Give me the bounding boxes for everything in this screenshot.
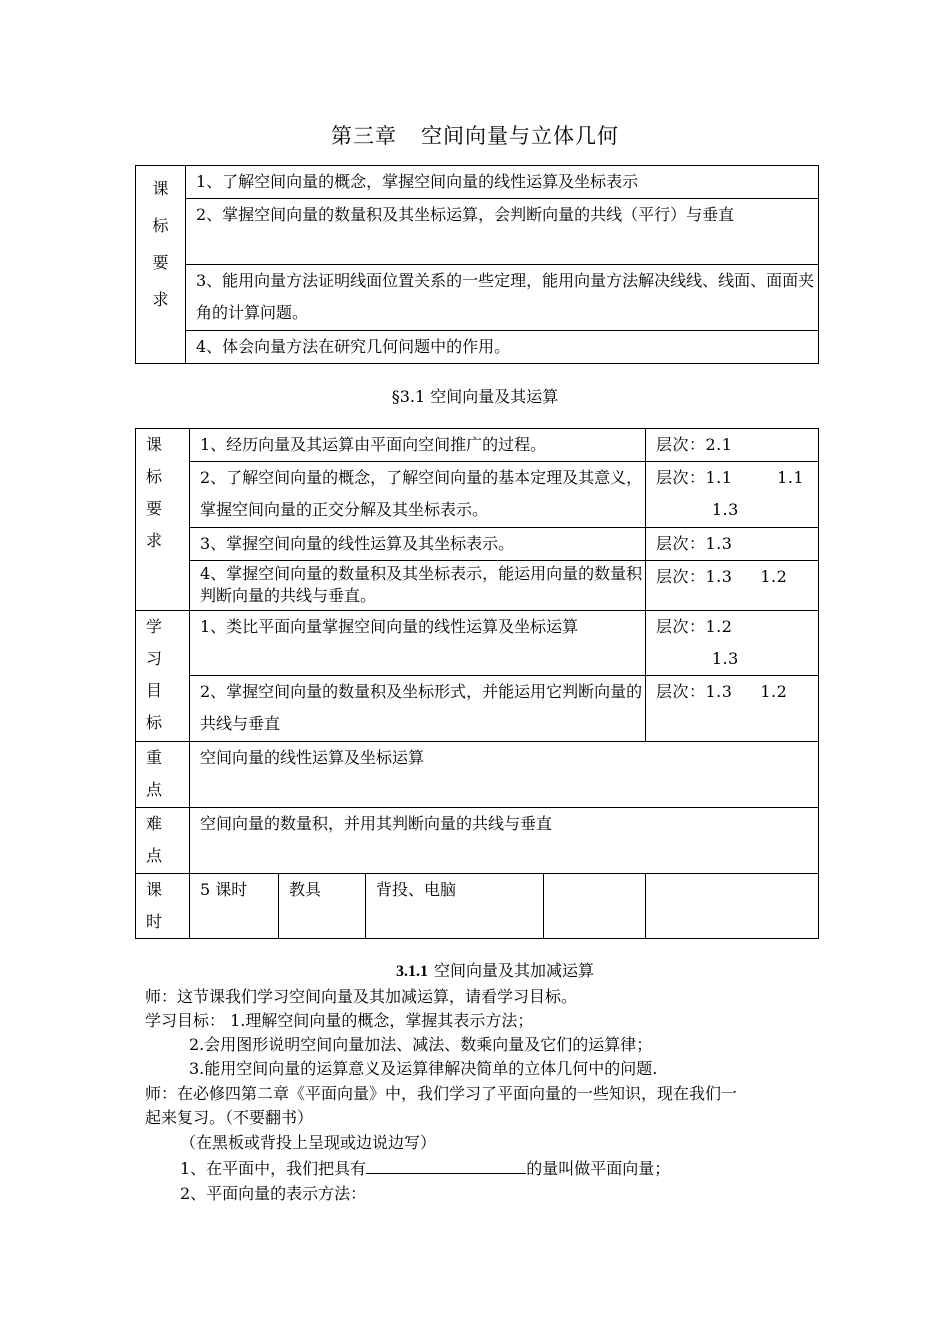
key-header bbox=[136, 742, 190, 808]
chapter-standards-table bbox=[135, 165, 819, 364]
section-title: §3.1 空间向量及其运算 bbox=[391, 387, 559, 406]
lesson-line: 2、平面向量的表示方法： bbox=[180, 1184, 367, 1203]
lesson-number: 3.1.1 bbox=[395, 963, 428, 980]
key-point: 空间向量的线性运算及坐标运算 bbox=[190, 742, 819, 808]
level-cell: 层次：1.3 bbox=[646, 528, 819, 561]
standard-row: 1、了解空间向量的概念，掌握空间向量的线性运算及坐标表示 bbox=[186, 166, 819, 199]
header-char: 课 bbox=[146, 880, 163, 899]
level-cell: 层次：1.1 1.1 1.3 bbox=[646, 462, 819, 528]
fill-blank[interactable] bbox=[366, 1159, 526, 1174]
lesson-line: 学习目标： 1.理解空间向量的概念，掌握其表示方法； bbox=[145, 1011, 534, 1030]
curriculum-header bbox=[136, 429, 190, 611]
header-char: 难 bbox=[146, 814, 163, 833]
difficulty-header bbox=[136, 808, 190, 874]
empty-cell bbox=[544, 874, 646, 939]
header-char: 时 bbox=[146, 912, 163, 931]
lesson-heading bbox=[0, 958, 950, 981]
chapter-subtitle: 空间向量与立体几何 bbox=[421, 124, 619, 148]
goal-row: 2、掌握空间向量的数量积及坐标形式，并能运用它判断向量的共线与垂直 bbox=[190, 676, 646, 742]
header-char: 标 bbox=[146, 467, 163, 486]
chapter-number: 第三章 bbox=[331, 124, 397, 148]
lesson-line: 3.能用空间向量的运算意义及运算律解决简单的立体几何中的问题. bbox=[189, 1059, 658, 1078]
standard-row: 3、能用向量方法证明线面位置关系的一些定理，能用向量方法解决线线、线面、面面夹角的计算问题。 bbox=[186, 265, 819, 331]
curriculum-row: 1、经历向量及其运算由平面向空间推广的过程。 bbox=[190, 429, 646, 462]
header-char: 目 bbox=[146, 681, 163, 700]
curriculum-row: 2、了解空间向量的概念，了解空间向量的基本定理及其意义，掌握空间向量的正交分解及其坐标表示。 bbox=[190, 462, 646, 528]
header-char: 标 bbox=[152, 216, 169, 235]
tools-label: 教具 bbox=[279, 874, 366, 939]
standard-row: 2、掌握空间向量的数量积及其坐标运算，会判断向量的共线（平行）与垂直 bbox=[186, 199, 819, 265]
level-cell: 层次：2.1 bbox=[646, 429, 819, 462]
header-char: 学 bbox=[146, 617, 163, 636]
hours-value: 5 课时 bbox=[190, 874, 279, 939]
lesson-title: 空间向量及其加减运算 bbox=[433, 961, 594, 980]
level-cell: 层次：1.2 1.3 bbox=[646, 611, 819, 676]
header-char: 求 bbox=[152, 290, 169, 309]
header-char: 习 bbox=[146, 649, 163, 668]
level-cell: 层次：1.3 1.2 bbox=[646, 676, 819, 742]
lesson-line: 师：这节课我们学习空间向量及其加减运算，请看学习目标。 bbox=[145, 987, 578, 1006]
fill-suffix: 的量叫做平面向量； bbox=[526, 1159, 671, 1178]
empty-cell bbox=[646, 874, 819, 939]
header-char: 标 bbox=[146, 713, 163, 732]
lesson-line: 师：在必修四第二章《平面向量》中，我们学习了平面向量的一些知识，现在我们一 bbox=[145, 1084, 738, 1103]
goal-row: 1、类比平面向量掌握空间向量的线性运算及坐标运算 bbox=[190, 611, 646, 676]
lesson-fill-line bbox=[180, 1157, 670, 1180]
lesson-line: 2.会用图形说明空间向量加法、减法、数乘向量及它们的运算律； bbox=[189, 1035, 653, 1054]
section-plan-table bbox=[135, 428, 819, 939]
chapter-title bbox=[0, 120, 950, 150]
goals-header bbox=[136, 611, 190, 742]
header-char: 要 bbox=[146, 499, 163, 518]
lesson-line: 起来复习。（不要翻书） bbox=[145, 1108, 314, 1127]
header-char: 课 bbox=[146, 435, 163, 454]
curriculum-row: 4、掌握空间向量的数量积及其坐标表示，能运用向量的数量积判断向量的共线与垂直。 bbox=[190, 561, 646, 611]
header-char: 求 bbox=[146, 531, 163, 550]
standards-header bbox=[136, 166, 186, 364]
lesson-line: （在黑板或背投上呈现或边说边写） bbox=[180, 1133, 437, 1152]
header-char: 重 bbox=[146, 748, 163, 767]
standard-row: 4、体会向量方法在研究几何问题中的作用。 bbox=[186, 331, 819, 364]
header-char: 点 bbox=[146, 846, 163, 865]
curriculum-row: 3、掌握空间向量的线性运算及其坐标表示。 bbox=[190, 528, 646, 561]
fill-prefix: 1、在平面中，我们把具有 bbox=[180, 1159, 367, 1178]
tools-value: 背投、电脑 bbox=[366, 874, 544, 939]
header-char: 课 bbox=[152, 179, 169, 198]
level-cell: 层次：1.3 1.2 bbox=[646, 561, 819, 611]
header-char: 点 bbox=[146, 780, 163, 799]
hours-header bbox=[136, 874, 190, 939]
header-char: 要 bbox=[152, 253, 169, 272]
difficulty-point: 空间向量的数量积，并用其判断向量的共线与垂直 bbox=[190, 808, 819, 874]
